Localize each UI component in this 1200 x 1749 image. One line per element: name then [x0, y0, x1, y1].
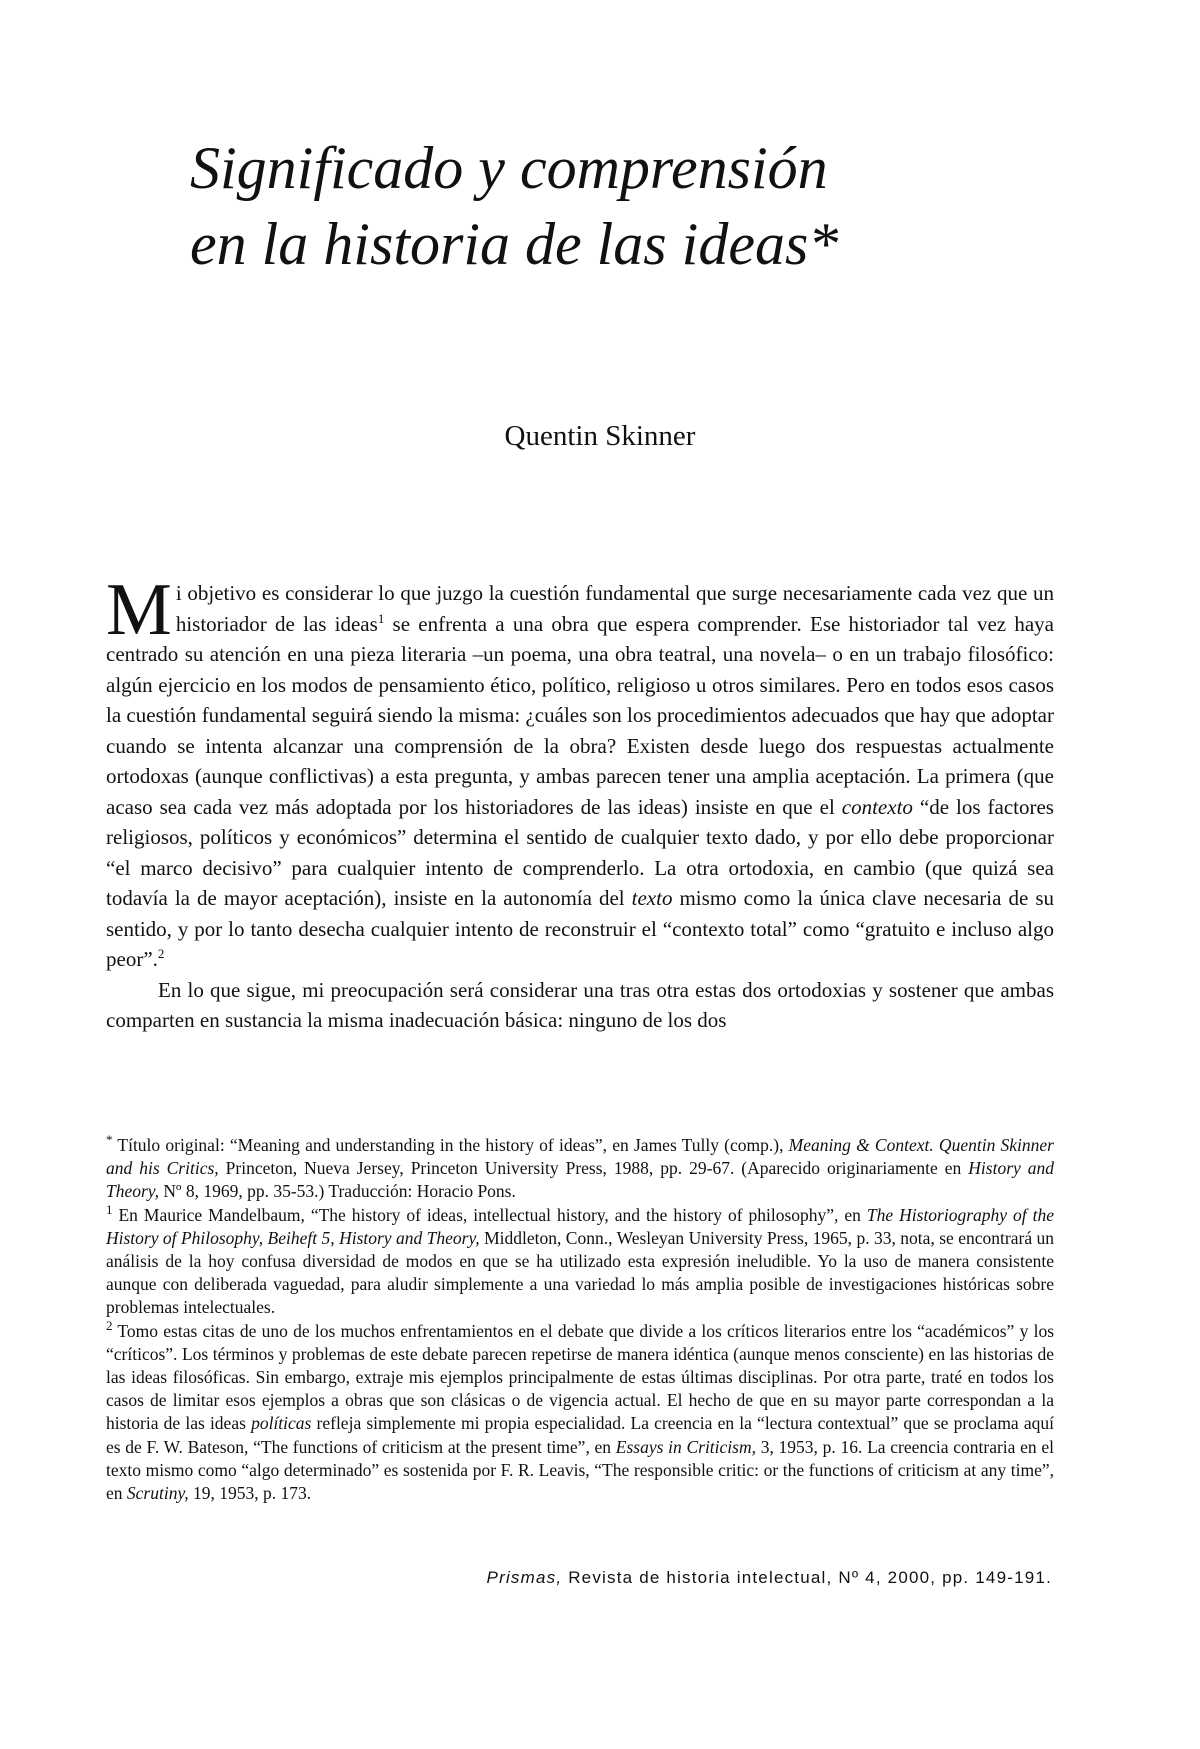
- emphasis-texto: texto: [631, 886, 673, 910]
- footnote-mark: *: [106, 1132, 113, 1148]
- body-paragraph-1: [106, 569, 1055, 975]
- article-body: [106, 569, 1055, 1036]
- footnote-italic: Essays in Criticism,: [615, 1436, 756, 1457]
- footnote-0: [106, 1134, 1054, 1204]
- footnote-italic: The Historiography of the History of Philosophy, Beiheft 5, History and Theory,: [106, 1204, 1054, 1248]
- footnote-italic: Scrutiny,: [126, 1483, 189, 1504]
- author-name: Quentin Skinner: [504, 420, 696, 452]
- body-text: “de los factores religiosos, políticos y económicos” determina el sentido de cualquier texto dado, y por ello debe proporcionar “el marco decisivo” para cualquier intento de comprenderlo. La otra ortodoxia, en cambio (que quizá sea todavía la de mayor aceptación), insiste en la autonomía del: [106, 794, 1054, 910]
- footnote-text: 19, 1953, p. 173.: [188, 1483, 312, 1504]
- emphasis-contexto: contexto: [841, 794, 913, 819]
- title-line-1: Significado y comprensión: [190, 135, 828, 201]
- footnote-text: Título original: “Meaning and understanding in the history of ideas”, en James Tully (comp.),: [112, 1135, 789, 1155]
- footnote-mark: 2: [106, 1317, 113, 1333]
- footnote-mark: 1: [106, 1201, 113, 1217]
- footnote-text: Princeton, Nueva Jersey, Princeton University Press, 1988, pp. 29-67. (Aparecido originariamente en: [218, 1158, 969, 1179]
- article-title: [190, 130, 1090, 282]
- footnote-ref-1[interactable]: 1: [377, 610, 385, 626]
- footnote-1: [106, 1201, 1055, 1320]
- journal-citation: [487, 1568, 1052, 1588]
- journal-details: Revista de historia intelectual, Nº 4, 2000, pp. 149-191.: [562, 1568, 1052, 1587]
- body-text: mismo como la única clave necesaria de su sentido, y por lo tanto desecha cualquier intento de reconstruir el “contexto total” como “gratuito e incluso algo peor”.: [106, 886, 1054, 971]
- body-paragraph-2: En lo que sigue, mi preocupación será considerar una tras otra estas dos ortodoxias y sostener que ambas comparten en sustancia la misma inadecuación básica: ninguno de los dos: [106, 977, 1054, 1032]
- footnote-ref-2[interactable]: 2: [157, 946, 165, 961]
- footnote-italic: políticas: [251, 1413, 312, 1434]
- journal-name: Prismas,: [486, 1568, 563, 1587]
- title-line-2: en la historia de las ideas*: [190, 211, 839, 277]
- footnote-text: Tomo estas citas de uno de los muchos enfrentamientos en el debate que divide a los críticos literarios entre los “académicos” y los “críticos”. Los términos y problemas de este debate parecen repetirse de manera idéntica (aunque menos consciente) en las historias de las ideas filosóficas. Sin embargo, extraje mis ejemplos principalmente de estas últimas disciplinas. Por otra parte, traté en todos los casos de limitar esos ejemplos a obras que son clásicas o de vigencia actual. El hecho de que en su mayor parte correspondan a la historia de las ideas: [106, 1320, 1054, 1434]
- footnote-text: En Maurice Mandelbaum, “The history of ideas, intellectual history, and the history of philosophy”, en: [112, 1204, 867, 1225]
- footnote-text: refleja simplemente mi propia especialidad. La creencia en la “lectura contextual” que se proclama aquí es de F. W. Bateson, “The functions of criticism at the present time”, en: [106, 1413, 1054, 1457]
- footnote-italic: Meaning & Context. Quentin Skinner and his Critics,: [106, 1135, 1054, 1179]
- footnote-text: Middleton, Conn., Wesleyan University Press, 1965, p. 33, nota, se encontrará un análisis de la hoy confusa diversidad de modos en que se ha utilizado esta expresión ineludible. Yo la uso de manera consistente aunque con deliberada vaguedad, para aludir simplemente a una variedad lo más amplia posible de investigaciones históricas sobre problemas intelectuales.: [106, 1227, 1055, 1318]
- body-text: se enfrenta a una obra que espera comprender. Ese historiador tal vez haya centrado su atención en una pieza literaria –un poema, una obra teatral, una novela– o en un trabajo filosófico: algún ejercicio en los modos de pensamiento ético, político, religioso u otros similares. Pero en todos esos casos la cuestión fundamental seguirá siendo la misma: ¿cuáles son los procedimientos adecuados que hay que adoptar cuando se intenta alcanzar una comprensión de la obra? Existen desde luego dos respuestas actualmente ortodoxas (aunque conflictivas) a esta pregunta, y ambas parecen tener una amplia aceptación. La primera (que acaso sea cada vez más adoptada por los historiadores de las ideas) insiste en que el: [106, 611, 1055, 819]
- drop-cap: M: [106, 569, 172, 651]
- footnotes: [106, 1134, 1054, 1505]
- body-text: i objetivo es considerar lo que juzgo la cuestión fundamental que surge necesariamente cada vez que un historiador de las ideas: [175, 581, 1054, 636]
- footnote-2: [106, 1317, 1055, 1506]
- footnote-text: 3, 1953, p. 16. La creencia contraria en el texto mismo como “algo determinado” es sostenida por F. R. Leavis, “The responsible critic: or the functions of criticism at any time”, en: [106, 1436, 1055, 1504]
- footnote-text: Nº 8, 1969, pp. 35-53.) Traducción: Horacio Pons.: [159, 1181, 516, 1202]
- footnote-italic: History and Theory,: [106, 1158, 1054, 1202]
